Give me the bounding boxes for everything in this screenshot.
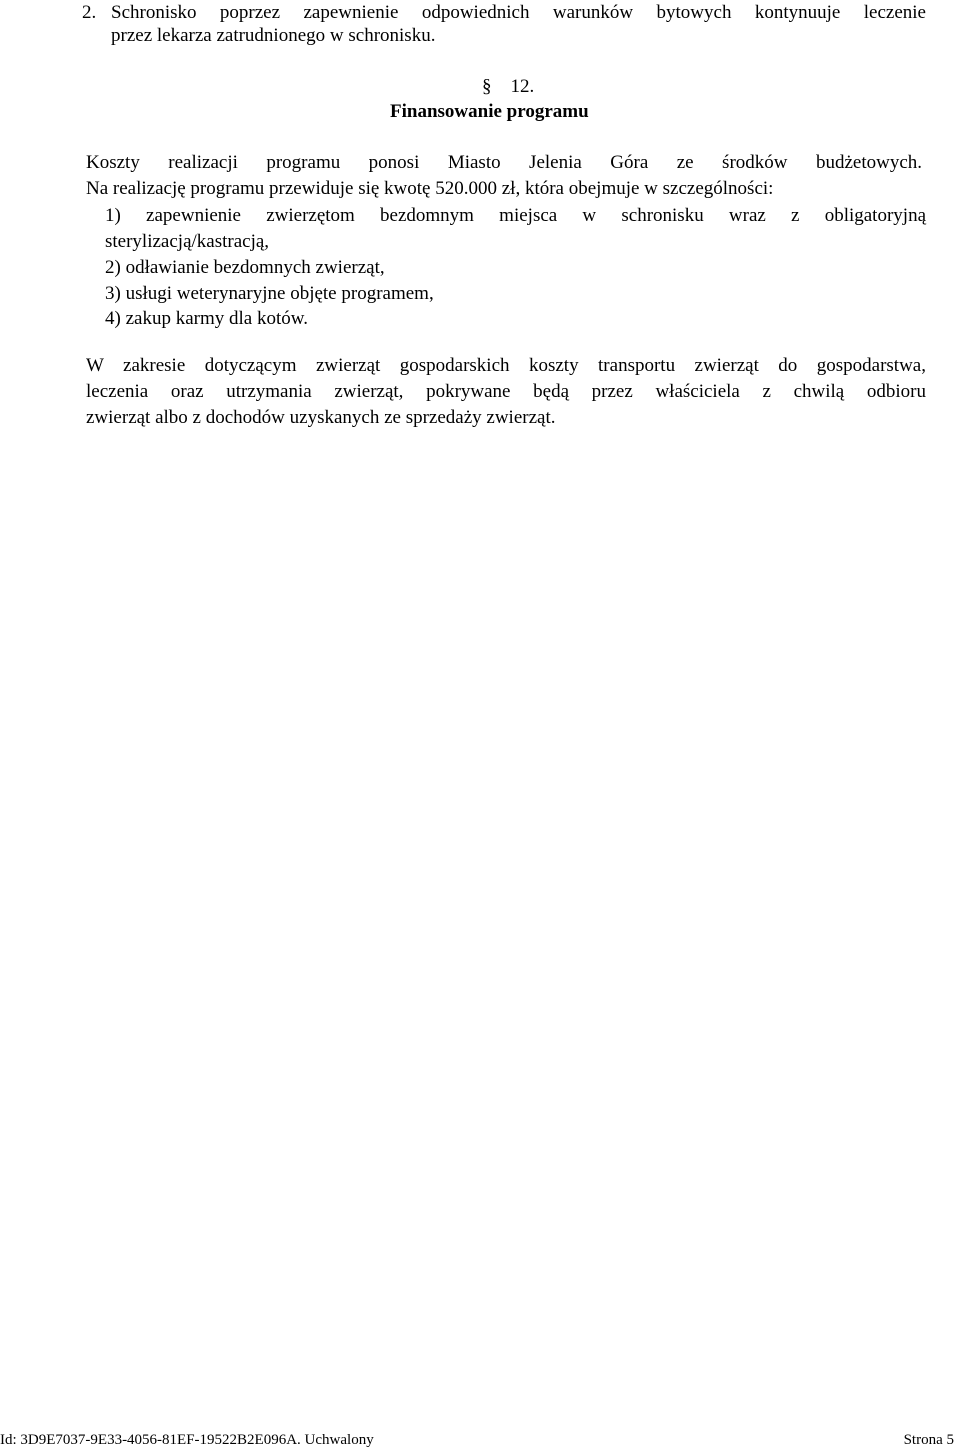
document-id: Id: 3D9E7037-9E33-4056-81EF-19522B2E096A. Uchwalony (0, 1432, 374, 1448)
item-2-line-2: przez lekarza zatrudnionego w schronisku. (111, 25, 436, 46)
section-number-text: 12. (510, 76, 535, 97)
list-item-2: 2) odławianie bezdomnych zwierząt, (105, 257, 385, 278)
paragraph-2-line-3: zwierząt albo z dochodów uzyskanych ze sprzedaży zwierząt. (86, 407, 556, 428)
page-number: Strona 5 (903, 1432, 954, 1448)
list-item-1-line-1: 1) zapewnienie zwierzętom bezdomnym miejsca w schronisku wraz z obligatoryjną (105, 205, 926, 226)
item-2-number: 2. (82, 2, 97, 23)
item-2-line-1: Schronisko poprzez zapewnienie odpowiednich warunków bytowych kontynuuje leczenie (111, 2, 926, 23)
list-item-3: 3) usługi weterynaryjne objęte programem, (105, 283, 434, 304)
section-symbol: § (482, 76, 492, 97)
paragraph-2-line-2: leczenia oraz utrzymania zwierząt, pokrywane będą przez właściciela z chwilą odbioru (86, 381, 926, 402)
list-item-1-line-2: sterylizacją/kastracją, (105, 231, 270, 252)
section-number (482, 74, 534, 100)
paragraph-1-line-1: Koszty realizacji programu ponosi Miasto Jelenia Góra ze środków budżetowych. (86, 152, 922, 173)
paragraph-2-line-1: W zakresie dotyczącym zwierząt gospodarskich koszty transportu zwierząt do gospodarstwa, (86, 355, 926, 376)
paragraph-1-line-2: Na realizację programu przewiduje się kwotę 520.000 zł, która obejmuje w szczególności: (86, 178, 774, 199)
section-spacer (496, 76, 506, 97)
list-item-4: 4) zakup karmy dla kotów. (105, 308, 308, 329)
section-title: Finansowanie programu (390, 101, 589, 122)
